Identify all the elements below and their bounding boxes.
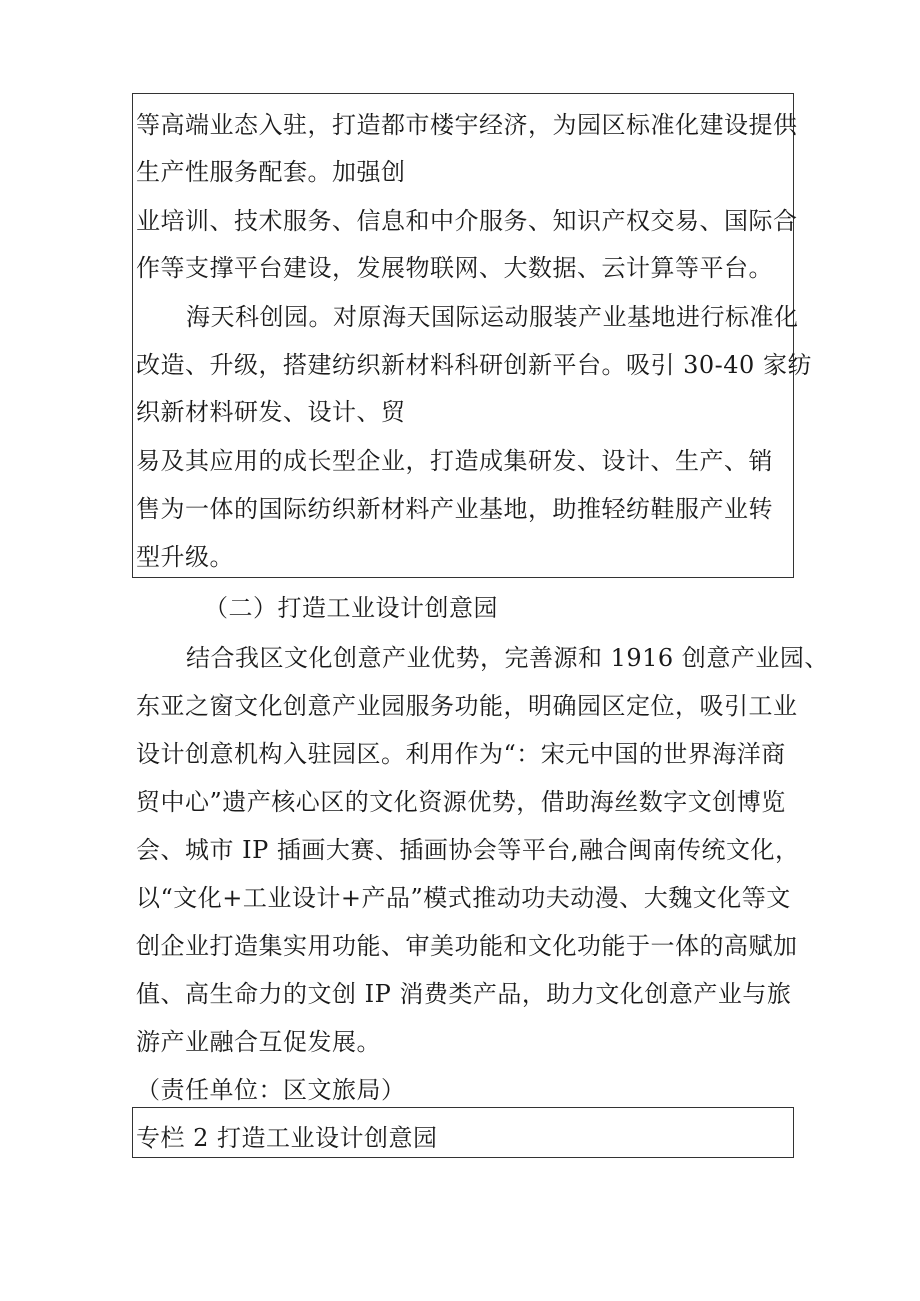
paragraph-line: 结合我区文化创意产业优势，完善源和 1916 创意产业园、 bbox=[186, 644, 829, 672]
box-line: 业培训、技术服务、信息和中介服务、知识产权交易、国际合 bbox=[136, 207, 798, 235]
column-title: 专栏 2 打造工业设计创意园 bbox=[136, 1124, 438, 1152]
box-line: 易及其应用的成长型企业，打造成集研发、设计、生产、销 bbox=[136, 447, 773, 475]
paragraph-line: 游产业融合互促发展。 bbox=[136, 1028, 381, 1056]
box-line: 等高端业态入驻，打造都市楼宇经济，为园区标准化建设提供 bbox=[136, 111, 798, 139]
paragraph-line: 值、高生命力的文创 IP 消费类产品，助力文化创意产业与旅 bbox=[136, 980, 792, 1008]
section-heading: （二）打造工业设计创意园 bbox=[204, 594, 498, 622]
box-line: 海天科创园。对原海天国际运动服装产业基地进行标准化 bbox=[186, 303, 799, 331]
paragraph-line: 以“文化+工业设计+产品”模式推动功夫动漫、大魏文化等文 bbox=[136, 884, 791, 912]
box-line: 作等支撑平台建设，发展物联网、大数据、云计算等平台。 bbox=[136, 254, 773, 282]
box-line: 型升级。 bbox=[136, 543, 234, 571]
responsibility-note: （责任单位：区文旅局） bbox=[136, 1076, 406, 1104]
paragraph-line: 创企业打造集实用功能、审美功能和文化功能于一体的高赋加 bbox=[136, 932, 798, 960]
box-line: 改造、升级，搭建纺织新材料科研创新平台。吸引 30-40 家纺 bbox=[136, 351, 812, 379]
box-line: 生产性服务配套。加强创 bbox=[136, 158, 406, 186]
paragraph-line: 设计创意机构入驻园区。利用作为“：宋元中国的世界海洋商 bbox=[136, 740, 786, 768]
box-line: 织新材料研发、设计、贸 bbox=[136, 398, 406, 426]
paragraph-line: 会、城市 IP 插画大赛、插画协会等平台,融合闽南传统文化， bbox=[136, 836, 800, 864]
box-line: 售为一体的国际纺织新材料产业基地，助推轻纺鞋服产业转 bbox=[136, 495, 773, 523]
paragraph-line: 贸中心”遗产核心区的文化资源优势，借助海丝数字文创博览 bbox=[136, 788, 786, 816]
paragraph-line: 东亚之窗文化创意产业园服务功能，明确园区定位，吸引工业 bbox=[136, 692, 798, 720]
